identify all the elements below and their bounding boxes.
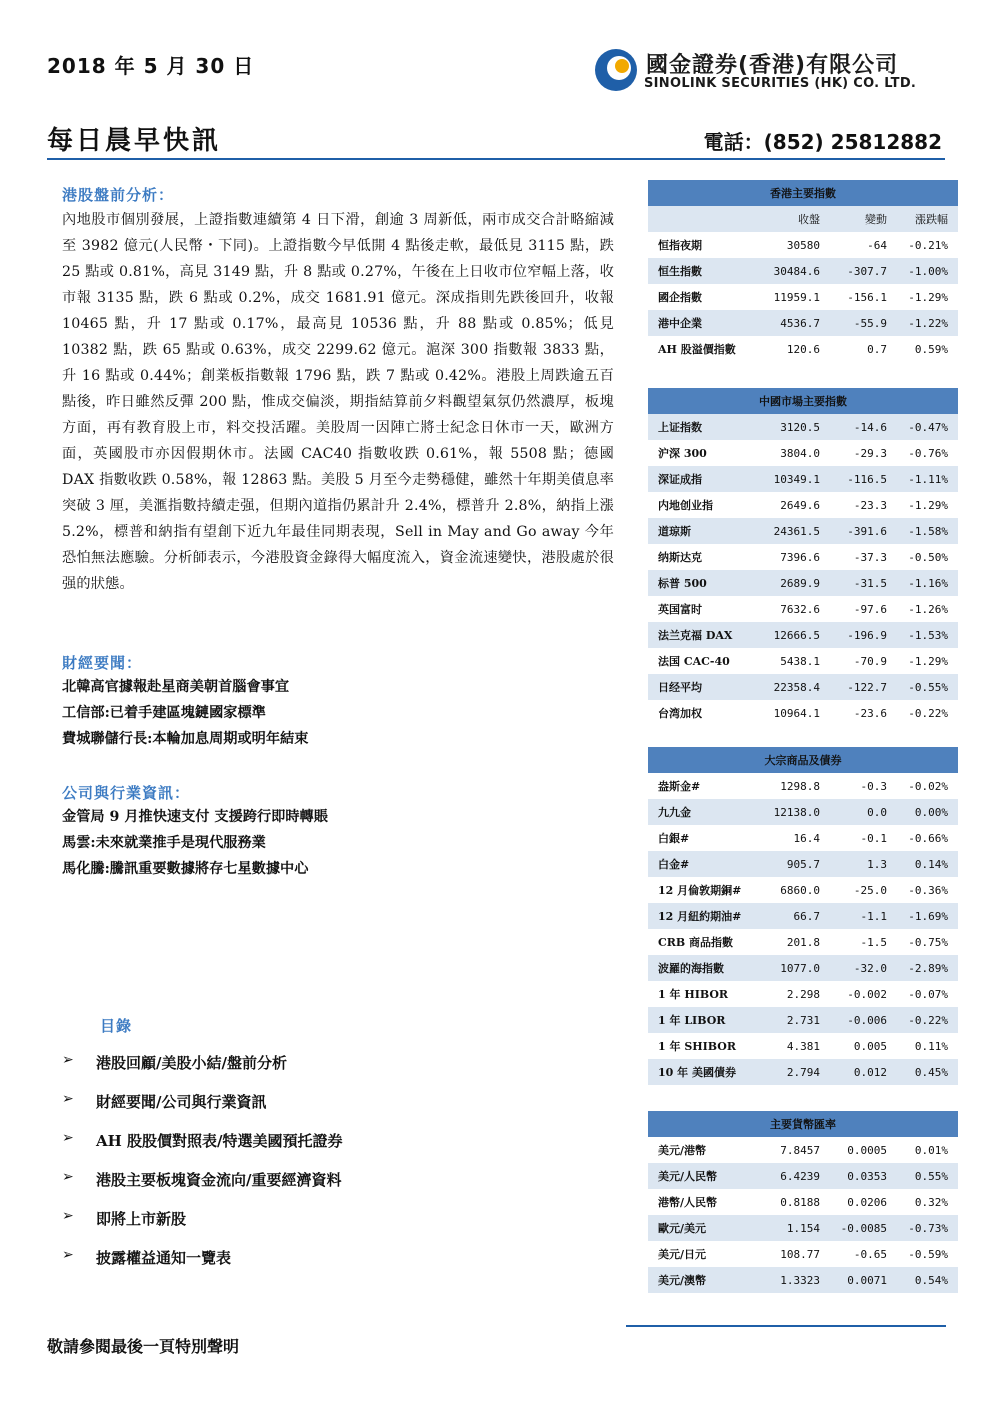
- row-value: 0.00%: [914, 805, 948, 819]
- row-value: -1.29%: [908, 290, 948, 304]
- row-value: -307.7: [847, 264, 887, 278]
- row-value: -0.07%: [908, 987, 948, 1001]
- row-label: AH 股溢價指數: [658, 343, 736, 356]
- table-row: [648, 258, 958, 284]
- row-value: -1.22%: [908, 316, 948, 330]
- table-row: [648, 851, 958, 877]
- row-label: 白金#: [658, 858, 690, 871]
- row-value: -0.3: [860, 779, 887, 793]
- table-row: [648, 492, 958, 518]
- table-row: [648, 1033, 958, 1059]
- row-value: 12666.5: [773, 628, 820, 642]
- company-name-cn: 國金證券(香港)有限公司: [646, 53, 899, 78]
- row-value: 5438.1: [780, 654, 820, 668]
- row-label: 沪深 300: [658, 447, 707, 460]
- china-markets-table: [648, 388, 958, 726]
- table-row: [648, 440, 958, 466]
- row-value: -31.5: [853, 576, 887, 590]
- row-value: 66.7: [793, 909, 820, 923]
- toc-item[interactable]: [62, 1208, 343, 1247]
- row-label: 台湾加权: [658, 707, 702, 720]
- row-value: -29.3: [853, 446, 887, 460]
- table-row: [648, 1163, 958, 1189]
- finance-news-item[interactable]: 工信部:已着手建區塊鏈國家標準: [62, 705, 266, 721]
- row-value: -0.47%: [908, 420, 948, 434]
- table-row: [648, 1137, 958, 1163]
- row-value: -0.02%: [908, 779, 948, 793]
- row-value: -391.6: [847, 524, 887, 538]
- row-value: -0.21%: [908, 238, 948, 252]
- row-value: 22358.4: [773, 680, 820, 694]
- row-value: 0.005: [853, 1039, 887, 1053]
- row-value: -1.5: [860, 935, 887, 949]
- column-change: 變動: [865, 213, 887, 226]
- table-row: [648, 1215, 958, 1241]
- row-value: -1.16%: [908, 576, 948, 590]
- row-value: 0.8188: [780, 1195, 820, 1209]
- row-value: 0.0206: [847, 1195, 887, 1209]
- row-value: 0.012: [853, 1065, 887, 1079]
- row-value: -14.6: [853, 420, 887, 434]
- arrow-bullet-icon: ➢: [62, 1091, 74, 1107]
- table-title: 中國市場主要指數: [648, 388, 958, 414]
- toc-item[interactable]: [62, 1247, 343, 1286]
- row-label: 美元/日元: [658, 1248, 707, 1261]
- table-row: [648, 1059, 958, 1085]
- finance-news-heading: 財經要聞：: [62, 654, 143, 672]
- table-row: [648, 336, 958, 362]
- row-label: 标普 500: [658, 577, 707, 590]
- table-column-header: [648, 206, 958, 232]
- toc-item[interactable]: [62, 1169, 343, 1208]
- row-value: -1.58%: [908, 524, 948, 538]
- row-label: 白銀#: [658, 832, 690, 845]
- row-label: 盎斯金#: [658, 780, 701, 793]
- row-value: -64: [867, 238, 887, 252]
- finance-news-item[interactable]: 費城聯儲行長:本輪加息周期或明年結束: [62, 731, 309, 747]
- row-value: -0.73%: [908, 1221, 948, 1235]
- company-logo: [594, 48, 954, 98]
- hk-indices-table: [648, 180, 958, 362]
- row-label: 内地创业指: [658, 499, 713, 512]
- row-label: CRB 商品指數: [658, 936, 734, 949]
- company-news-item[interactable]: 馬化騰:騰訊重要數據將存七星數據中心: [62, 861, 309, 877]
- row-value: 24361.5: [773, 524, 820, 538]
- toc-item-label: 即將上市新股: [96, 1210, 187, 1228]
- row-value: -32.0: [853, 961, 887, 975]
- row-value: 201.8: [786, 935, 820, 949]
- table-row: [648, 1189, 958, 1215]
- finance-news-item[interactable]: 北韓高官據報赴星商美朝首腦會事宜: [62, 679, 290, 695]
- row-value: 905.7: [786, 857, 820, 871]
- row-value: -0.75%: [908, 935, 948, 949]
- table-row: [648, 929, 958, 955]
- row-value: 0.11%: [914, 1039, 948, 1053]
- row-value: 0.14%: [914, 857, 948, 871]
- row-value: 7396.6: [780, 550, 820, 564]
- disclaimer-note: 敬請參閱最後一頁特別聲明: [47, 1337, 240, 1356]
- row-label: 12 月紐約期油#: [658, 910, 742, 923]
- row-value: -23.6: [853, 706, 887, 720]
- column-pct: 漲跌幅: [915, 213, 948, 226]
- table-row: [648, 700, 958, 726]
- toc-item[interactable]: [62, 1091, 343, 1130]
- row-label: 恒生指數: [658, 265, 702, 278]
- row-label: 12 月倫敦期銅#: [658, 884, 742, 897]
- row-value: -1.1: [860, 909, 887, 923]
- row-label: 法国 CAC-40: [658, 655, 730, 668]
- toc-item-label: 港股主要板塊資金流向/重要經濟資料: [96, 1171, 342, 1189]
- row-value: -1.29%: [908, 498, 948, 512]
- row-label: 日经平均: [658, 681, 702, 694]
- row-value: 3804.0: [780, 446, 820, 460]
- row-label: 歐元/美元: [658, 1222, 707, 1235]
- row-value: 0.0005: [847, 1143, 887, 1157]
- table-row: [648, 648, 958, 674]
- row-value: 1.3: [867, 857, 887, 871]
- table-row: [648, 799, 958, 825]
- fx-table: [648, 1111, 958, 1293]
- row-value: -0.55%: [908, 680, 948, 694]
- column-close: 收盤: [798, 213, 820, 226]
- row-value: -2.89%: [908, 961, 948, 975]
- row-value: -1.53%: [908, 628, 948, 642]
- row-value: 0.01%: [914, 1143, 948, 1157]
- table-row: [648, 1007, 958, 1033]
- row-label: 1 年 SHIBOR: [658, 1040, 737, 1053]
- table-row: [648, 674, 958, 700]
- row-value: 2.794: [786, 1065, 820, 1079]
- table-row: [648, 570, 958, 596]
- table-row: [648, 773, 958, 799]
- arrow-bullet-icon: ➢: [62, 1130, 74, 1146]
- row-value: 1077.0: [780, 961, 820, 975]
- finance-news-list: [62, 674, 308, 752]
- company-news-list: [62, 804, 328, 882]
- row-label: 波羅的海指數: [658, 962, 724, 975]
- row-label: 道琼斯: [658, 525, 691, 538]
- row-value: 1.3323: [780, 1273, 820, 1287]
- row-value: 0.59%: [914, 342, 948, 356]
- row-value: 1298.8: [780, 779, 820, 793]
- row-value: -23.3: [853, 498, 887, 512]
- row-value: 2.731: [786, 1013, 820, 1027]
- header-divider: [47, 158, 945, 160]
- table-row: [648, 1241, 958, 1267]
- row-label: 國企指數: [658, 291, 702, 304]
- table-row: [648, 466, 958, 492]
- row-value: 16.4: [793, 831, 820, 845]
- row-value: 0.0: [867, 805, 887, 819]
- table-row: [648, 981, 958, 1007]
- row-value: 2649.6: [780, 498, 820, 512]
- report-title: 每日晨早快訊: [47, 126, 222, 156]
- phone-number: 電話：(852) 25812882: [703, 130, 942, 154]
- row-value: -1.26%: [908, 602, 948, 616]
- row-value: 0.0071: [847, 1273, 887, 1287]
- row-value: -0.002: [847, 987, 887, 1001]
- row-value: -0.59%: [908, 1247, 948, 1261]
- row-value: -0.0085: [840, 1221, 887, 1235]
- row-value: 6860.0: [780, 883, 820, 897]
- table-row: [648, 877, 958, 903]
- row-label: 美元/港幣: [658, 1144, 707, 1157]
- row-value: -0.66%: [908, 831, 948, 845]
- row-value: -97.6: [853, 602, 887, 616]
- row-value: -0.1: [860, 831, 887, 845]
- row-label: 美元/澳幣: [658, 1274, 707, 1287]
- company-news-heading: 公司與行業資訊：: [62, 784, 191, 802]
- row-value: -0.50%: [908, 550, 948, 564]
- table-title: 大宗商品及債券: [648, 747, 958, 773]
- row-value: -1.29%: [908, 654, 948, 668]
- row-value: 7.8457: [780, 1143, 820, 1157]
- row-value: -196.9: [847, 628, 887, 642]
- table-row: [648, 903, 958, 929]
- row-value: 120.6: [786, 342, 820, 356]
- table-title: 主要貨幣匯率: [648, 1111, 958, 1137]
- commodities-table: [648, 747, 958, 1085]
- toc-item-label: 港股回顧/美股小結/盤前分析: [96, 1054, 287, 1072]
- toc-item-label: 財經要聞/公司與行業資訊: [96, 1093, 267, 1111]
- row-value: -0.22%: [908, 1013, 948, 1027]
- row-value: 4.381: [786, 1039, 820, 1053]
- table-row: [648, 955, 958, 981]
- table-row: [648, 232, 958, 258]
- row-value: 10349.1: [773, 472, 820, 486]
- table-of-contents: [62, 1052, 343, 1286]
- company-news-item[interactable]: 金管局 9 月推快速支付 支援跨行即時轉賬: [62, 809, 328, 825]
- toc-title: 目錄: [100, 1017, 133, 1035]
- row-value: 10964.1: [773, 706, 820, 720]
- toc-item[interactable]: [62, 1130, 343, 1169]
- row-label: 九九金: [658, 806, 691, 819]
- table-row: [648, 518, 958, 544]
- table-row: [648, 622, 958, 648]
- row-value: 0.7: [867, 342, 887, 356]
- hk-analysis-body: 內地股市個別發展，上證指數連續第 4 日下滑，創逾 3 周新低，兩市成交合計略縮減至 3982 億元(人民幣・下同)。上證指數今早低開 4 點後走軟，最低見 3115 點，跌 25 點或 0.81%，高見 3149 點，升 8 點或 0.27%，午後在上日收市位窄幅上落，收市報 3135 點，跌 6 點或 0.2%，成交 1681.91 億元。深成指則先跌後回升，收報 10465 點，升 17 點或 0.17%，最高見 10536 點，升 88 點或 0.85%；低見 10382 點，跌 65 點或 0.63%，成交 2299.62 億元。滬深 300 指數報 3833 點，升 16 點或 0.44%；創業板指數報 1796 點，跌 7 點或 0.42%。港股上周跌逾五百點後，昨日雖然反彈 200 點，惟成交偏淡，期指結算前夕料觀望氣氛仍然濃厚，板塊方面，再有教育股上市，料交投活躍。美股周一因陣亡將士紀念日休市一天，歐洲方面，英國股市亦因假期休市。法國 CAC40 指數收跌 0.61%，報 5508 點；德國 DAX 指數收跌 0.58%，報 12863 點。美股 5 月至今走勢穩健，雖然十年期美債息率突破 3 厘，美滙指數持續走强，但期內道指仍累計升 2.4%，標普升 2.8%，納指上漲 5.2%，標普和納指有望創下近九年最佳同期表現，Sell in May and Go away 今年恐怕無法應驗。分析師表示，今港股資金錄得大幅度流入，資金流速變快，港股處於很强的狀態。: [62, 212, 614, 592]
- table-row: [648, 414, 958, 440]
- arrow-bullet-icon: ➢: [62, 1208, 74, 1224]
- row-label: 10 年 美國債券: [658, 1066, 736, 1079]
- sinolink-logo-icon: [594, 48, 638, 92]
- row-value: -1.11%: [908, 472, 948, 486]
- row-value: -1.69%: [908, 909, 948, 923]
- toc-item[interactable]: [62, 1052, 343, 1091]
- table-row: [648, 284, 958, 310]
- table-row: [648, 825, 958, 851]
- row-label: 恒指夜期: [658, 239, 702, 252]
- arrow-bullet-icon: ➢: [62, 1052, 74, 1068]
- row-value: 2.298: [786, 987, 820, 1001]
- row-value: -0.22%: [908, 706, 948, 720]
- hk-analysis-heading: 港股盤前分析：: [62, 186, 175, 204]
- row-label: 港幣/人民幣: [658, 1196, 718, 1209]
- row-value: -156.1: [847, 290, 887, 304]
- company-name-en: SINOLINK SECURITIES (HK) CO. LTD.: [644, 76, 917, 91]
- row-value: -0.76%: [908, 446, 948, 460]
- row-label: 港中企業: [658, 317, 702, 330]
- row-value: -25.0: [853, 883, 887, 897]
- row-label: 1 年 LIBOR: [658, 1014, 726, 1027]
- arrow-bullet-icon: ➢: [62, 1247, 74, 1263]
- row-label: 上证指数: [658, 421, 702, 434]
- row-value: 30484.6: [773, 264, 820, 278]
- row-value: 0.32%: [914, 1195, 948, 1209]
- row-label: 深证成指: [658, 473, 702, 486]
- row-value: 108.77: [780, 1247, 820, 1261]
- row-value: 1.154: [786, 1221, 820, 1235]
- row-value: -37.3: [853, 550, 887, 564]
- row-value: 0.45%: [914, 1065, 948, 1079]
- row-value: -122.7: [847, 680, 887, 694]
- row-value: -1.00%: [908, 264, 948, 278]
- row-value: 6.4239: [780, 1169, 820, 1183]
- row-label: 英国富时: [658, 603, 702, 616]
- row-value: 2689.9: [780, 576, 820, 590]
- row-value: -0.006: [847, 1013, 887, 1027]
- row-label: 纳斯达克: [658, 551, 702, 564]
- row-value: 4536.7: [780, 316, 820, 330]
- table-title: 香港主要指數: [648, 180, 958, 206]
- report-date: 2018 年 5 月 30 日: [47, 54, 255, 78]
- row-value: 11959.1: [773, 290, 820, 304]
- row-value: -0.65: [853, 1247, 887, 1261]
- row-value: 0.55%: [914, 1169, 948, 1183]
- table-row: [648, 310, 958, 336]
- arrow-bullet-icon: ➢: [62, 1169, 74, 1185]
- toc-item-label: 披露權益通知一覽表: [96, 1249, 232, 1267]
- footer-divider: [626, 1325, 946, 1327]
- row-value: -0.36%: [908, 883, 948, 897]
- row-value: 0.0353: [847, 1169, 887, 1183]
- row-value: -116.5: [847, 472, 887, 486]
- table-row: [648, 596, 958, 622]
- row-label: 1 年 HIBOR: [658, 988, 729, 1001]
- row-value: 12138.0: [773, 805, 820, 819]
- row-value: 3120.5: [780, 420, 820, 434]
- row-value: -55.9: [853, 316, 887, 330]
- table-row: [648, 1267, 958, 1293]
- row-label: 美元/人民幣: [658, 1170, 718, 1183]
- row-value: 30580: [786, 238, 820, 252]
- toc-item-label: AH 股股價對照表/特選美國預托證券: [96, 1132, 343, 1150]
- table-row: [648, 544, 958, 570]
- row-value: -70.9: [853, 654, 887, 668]
- row-label: 法兰克福 DAX: [658, 629, 733, 642]
- company-news-item[interactable]: 馬雲:未來就業推手是現代服務業: [62, 835, 266, 851]
- row-value: 0.54%: [914, 1273, 948, 1287]
- row-value: 7632.6: [780, 602, 820, 616]
